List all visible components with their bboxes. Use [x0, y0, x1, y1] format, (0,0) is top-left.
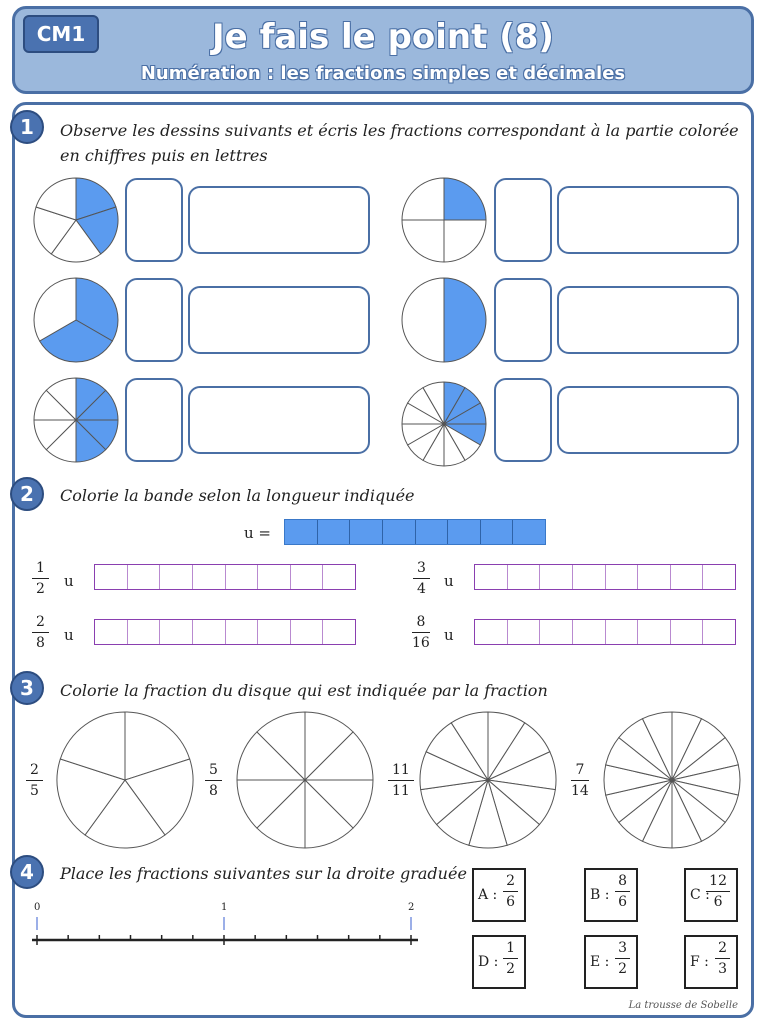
exercise-2-instruction: Colorie la bande selon la longueur indiquée	[60, 486, 415, 505]
unit-label: u =	[244, 524, 271, 542]
exercise-4-instruction: Place les fractions suivantes sur la droite graduée	[60, 864, 467, 883]
tick-label-0: 0	[34, 902, 41, 913]
unit-symbol: u	[444, 626, 454, 644]
fraction-card-f: F : 2 3	[684, 935, 738, 989]
unit-symbol: u	[444, 572, 454, 590]
fraction-card-c: C : 12 6	[684, 868, 738, 922]
fraction-card-b: B : 8 6	[584, 868, 638, 922]
page-title: Je fais le point (8)	[212, 17, 554, 57]
strip-fraction: $\frac{2}{8}$	[32, 614, 49, 651]
footer-credit: La trousse de Sobelle	[628, 1000, 738, 1011]
unit-symbol: u	[64, 572, 74, 590]
strip-fraction: $\frac{3}{4}$	[413, 560, 430, 597]
exercise-4-number: 4	[10, 855, 44, 889]
exercise-3-number: 3	[10, 671, 44, 705]
header-banner	[12, 6, 754, 94]
strip-fraction: $\frac{1}{2}$	[32, 560, 49, 597]
exercise-3-instruction: Colorie la fraction du disque qui est indiquée par la fraction	[60, 681, 548, 700]
words-answer-box[interactable]	[188, 386, 370, 454]
exercise-2-number: 2	[10, 477, 44, 511]
strip-to-color[interactable]	[94, 619, 356, 645]
words-answer-box[interactable]	[557, 186, 739, 254]
disc-fraction: $\frac{2}{5}$	[26, 762, 43, 799]
page-subtitle: Numération : les fractions simples et décimales	[140, 63, 626, 84]
fraction-card-e: E : 3 2	[584, 935, 638, 989]
exercise-1-instruction: Observe les dessins suivants et écris les fractions correspondant à la partie colorée en chiffres puis en lettres	[60, 121, 739, 165]
fraction-answer-box[interactable]	[125, 278, 183, 362]
exercise-1-number: 1	[10, 110, 44, 144]
fraction-card-d: D : 1 2	[472, 935, 526, 989]
tick-label-1: 1	[221, 902, 228, 913]
unit-strip	[284, 519, 546, 545]
words-answer-box[interactable]	[557, 286, 739, 354]
fraction-answer-box[interactable]	[125, 378, 183, 462]
strip-to-color[interactable]	[474, 619, 736, 645]
disc-fraction: $\frac{5}{8}$	[205, 762, 222, 799]
fraction-answer-box[interactable]	[494, 278, 552, 362]
words-answer-box[interactable]	[557, 386, 739, 454]
fraction-answer-box[interactable]	[125, 178, 183, 262]
words-answer-box[interactable]	[188, 186, 370, 254]
level-badge: CM1	[23, 15, 99, 53]
words-answer-box[interactable]	[188, 286, 370, 354]
strip-fraction: $\frac{8}{16}$	[412, 614, 430, 651]
strip-to-color[interactable]	[94, 564, 356, 590]
fraction-answer-box[interactable]	[494, 178, 552, 262]
fraction-answer-box[interactable]	[494, 378, 552, 462]
disc-fraction: $\frac{11}{11}$	[388, 762, 414, 799]
strip-to-color[interactable]	[474, 564, 736, 590]
unit-symbol: u	[64, 626, 74, 644]
tick-label-2: 2	[408, 902, 415, 913]
fraction-card-a: A : 2 6	[472, 868, 526, 922]
disc-fraction: $\frac{7}{14}$	[571, 762, 589, 799]
